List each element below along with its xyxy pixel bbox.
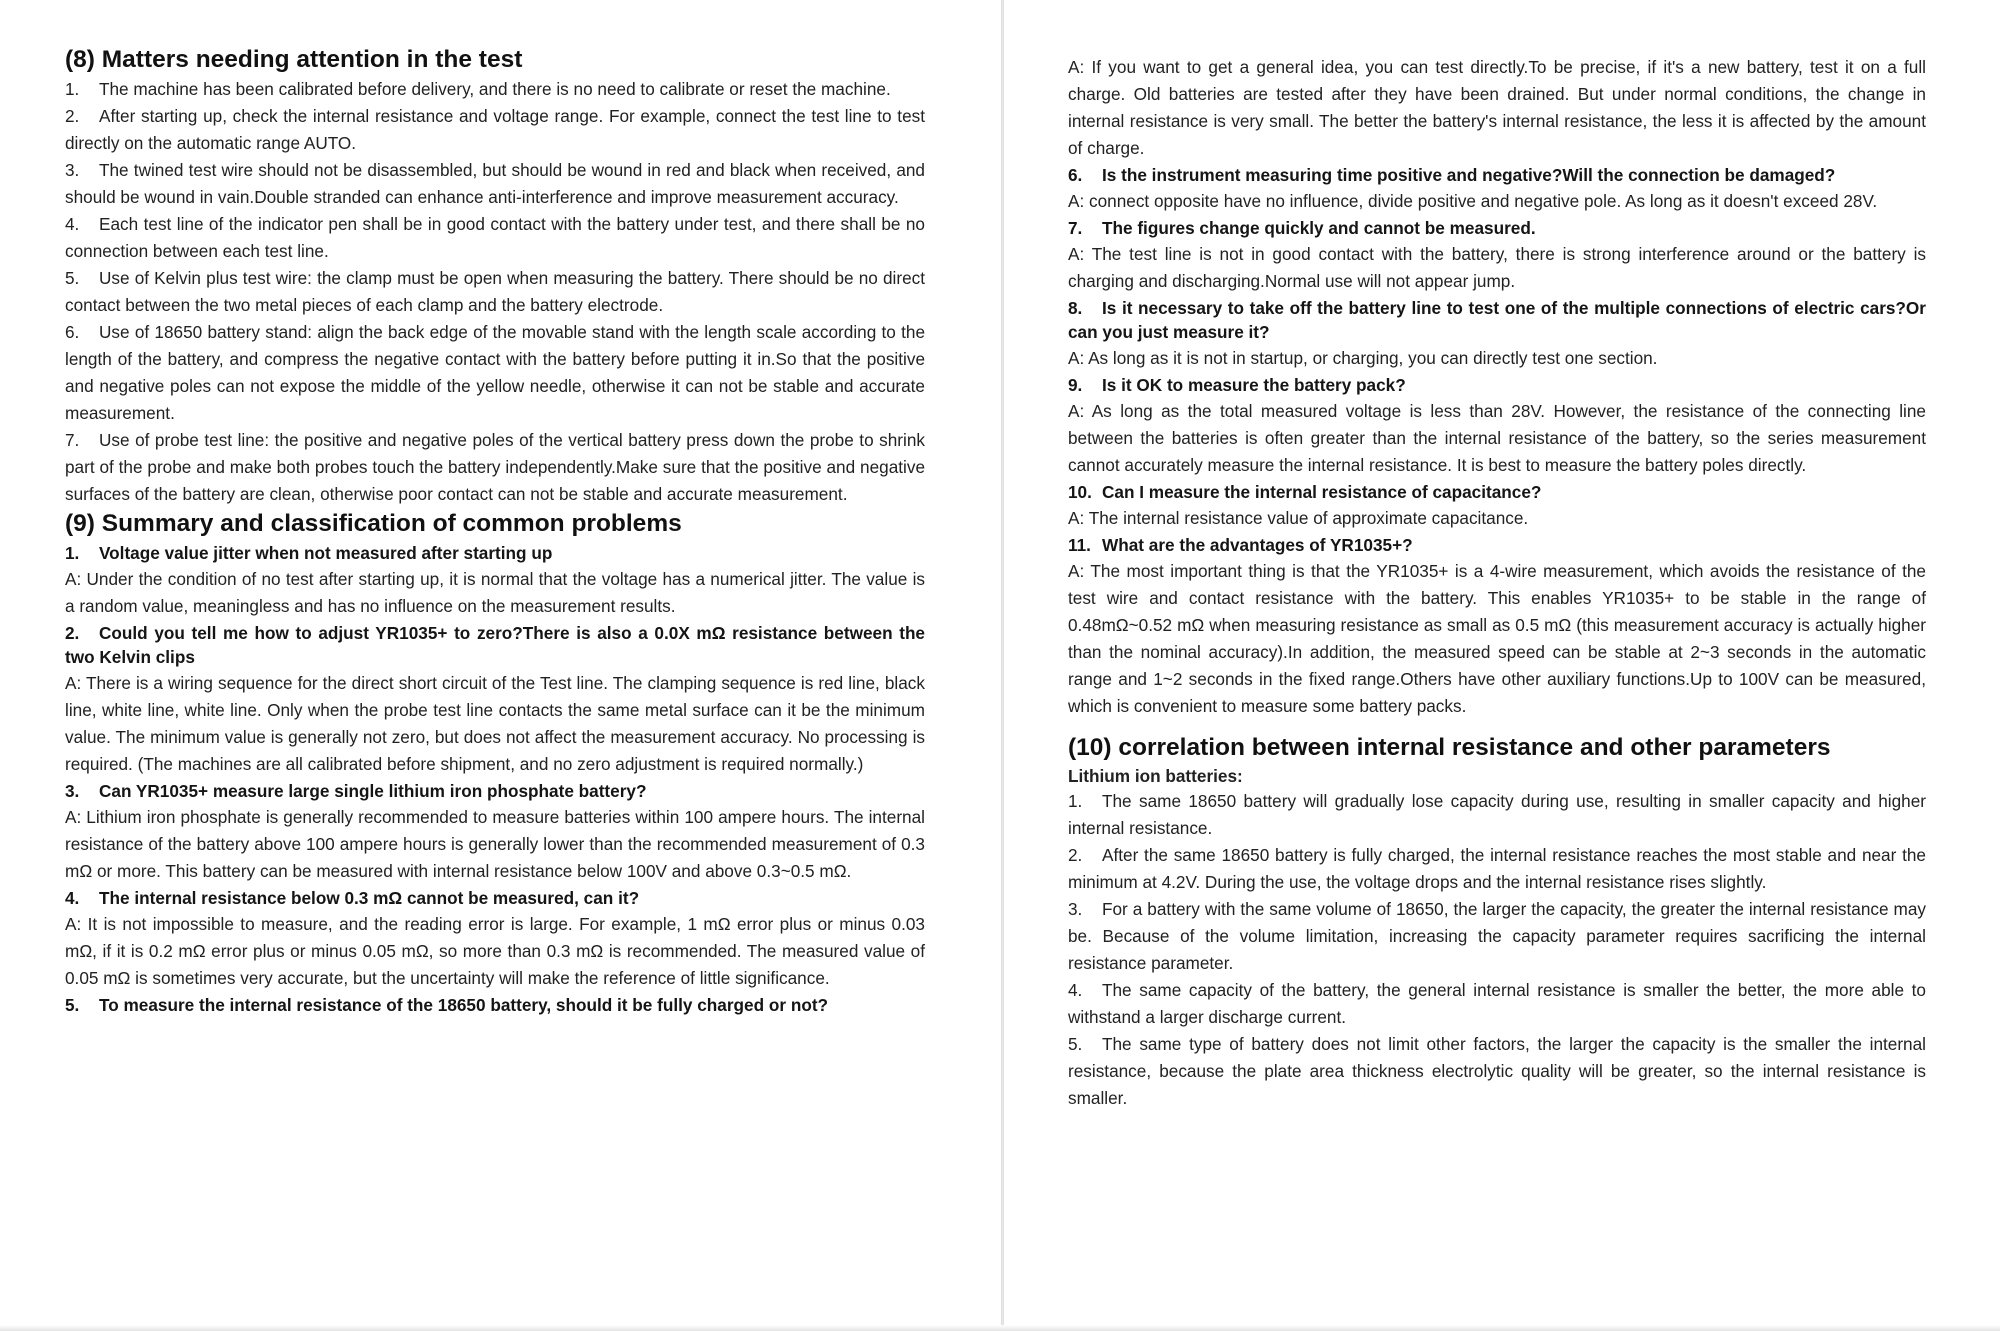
item-text: The same 18650 battery will gradually lose capacity during use, resulting in smaller capacity and higher internal resistance. <box>1068 791 1926 838</box>
item-number: 1. <box>1068 791 1083 811</box>
question-text: The figures change quickly and cannot be measured. <box>1102 218 1536 238</box>
question-number: 3. <box>65 781 80 801</box>
list-item <box>65 103 925 157</box>
item-text: After starting up, check the internal resistance and voltage range. For example, connect the test line to test directly on the automatic range AUTO. <box>65 106 925 153</box>
question-number: 5. <box>65 995 80 1015</box>
list-item <box>65 211 925 265</box>
question-number: 2. <box>65 623 80 643</box>
answer: A: The test line is not in good contact with the battery, there is strong interference around or the battery is charging and discharging.Normal use will not appear jump. <box>1068 244 1926 291</box>
question-text: Is it necessary to take off the battery line to test one of the multiple connections of electric cars?Or can you just measure it? <box>1068 298 1926 342</box>
question-number: 9. <box>1068 375 1083 395</box>
question <box>65 541 925 565</box>
question-text: To measure the internal resistance of the 18650 battery, should it be fully charged or not? <box>99 995 829 1015</box>
item-number: 3. <box>1068 899 1083 919</box>
right-column <box>1068 54 1926 1112</box>
list-item <box>65 427 925 508</box>
list-item <box>1068 977 1926 1031</box>
subsection-label: Lithium ion batteries: <box>1068 766 1243 786</box>
item-text: For a battery with the same volume of 18650, the larger the capacity, the greater the internal resistance may be. Because of the volume limitation, increasing the capacity parameter requires sacrificing the internal resistance parameter. <box>1068 899 1926 973</box>
section-10-heading: (10) correlation between internal resistance and other parameters <box>1068 734 1831 761</box>
item-number: 4. <box>1068 980 1083 1000</box>
answer: A: As long as it is not in startup, or charging, you can directly test one section. <box>1068 348 1658 368</box>
question-text: The internal resistance below 0.3 mΩ cannot be measured, can it? <box>99 888 640 908</box>
list-item <box>65 76 925 103</box>
item-text: Use of 18650 battery stand: align the back edge of the movable stand with the length scale according to the length of the battery, and compress the negative contact with the battery before putting it in.So that the positive and negative poles can not expose the middle of the yellow needle, otherwise it can not be stable and accurate measurement. <box>65 322 925 423</box>
answer: A: There is a wiring sequence for the direct short circuit of the Test line. The clamping sequence is red line, black line, white line, white line. Only when the probe test line contacts the same metal surface can it be the minimum value. The minimum value is generally not zero, but does not affect the measurement accuracy. No processing is required. (The machines are all calibrated before shipment, and no zero adjustment is required normally.) <box>65 673 925 774</box>
item-number: 2. <box>1068 845 1083 865</box>
item-number: 5. <box>1068 1034 1083 1054</box>
question <box>1068 533 1926 557</box>
list-item <box>1068 842 1926 896</box>
item-number: 1. <box>65 79 80 99</box>
question-text: Voltage value jitter when not measured after starting up <box>99 543 553 563</box>
question-number: 6. <box>1068 165 1083 185</box>
list-item <box>65 157 925 211</box>
item-text: The same capacity of the battery, the general internal resistance is smaller the better, the more able to withstand a larger discharge current. <box>1068 980 1926 1027</box>
item-number: 7. <box>65 430 80 450</box>
question-number: 10. <box>1068 482 1092 502</box>
question <box>1068 480 1926 504</box>
item-text: The same type of battery does not limit other factors, the larger the capacity is the smaller the internal resistance, because the plate area thickness electrolytic quality will be greater, so the internal resistance is smaller. <box>1068 1034 1926 1108</box>
answer: A: As long as the total measured voltage is less than 28V. However, the resistance of the connecting line between the batteries is often greater than the internal resistance of the battery, so the series measurement cannot accurately measure the internal resistance. It is best to measure the battery poles directly. <box>1068 401 1926 475</box>
answer: A: Under the condition of no test after starting up, it is normal that the voltage has a numerical jitter. The value is a random value, meaningless and has no influence on the measurement results. <box>65 569 925 616</box>
question-text: What are the advantages of YR1035+? <box>1102 535 1413 555</box>
question-text: Can YR1035+ measure large single lithium iron phosphate battery? <box>99 781 647 801</box>
list-item <box>65 319 925 427</box>
item-number: 5. <box>65 268 80 288</box>
list-item <box>65 265 925 319</box>
item-text: Use of probe test line: the positive and negative poles of the vertical battery press down the probe to shrink part of the probe and make both probes touch the battery independently.Make sure that the positive and negative surfaces of the battery are clean, otherwise poor contact can not be stable and accurate measurement. <box>65 430 925 504</box>
question <box>65 779 925 803</box>
question-number: 4. <box>65 888 80 908</box>
question-text: Could you tell me how to adjust YR1035+ to zero?There is also a 0.0X mΩ resistance between the two Kelvin clips <box>65 623 925 667</box>
section-spacer <box>1068 720 1926 732</box>
list-item <box>1068 896 1926 977</box>
answer: A: The internal resistance value of approximate capacitance. <box>1068 508 1529 528</box>
question <box>1068 296 1926 344</box>
item-number: 6. <box>65 322 80 342</box>
question-number: 7. <box>1068 218 1083 238</box>
item-text: Each test line of the indicator pen shall be in good contact with the battery under test, and there shall be no connection between each test line. <box>65 214 925 261</box>
answer: A: connect opposite have no influence, divide positive and negative pole. As long as it doesn't exceed 28V. <box>1068 191 1878 211</box>
answer: A: Lithium iron phosphate is generally recommended to measure batteries within 100 ampere hours. The internal resistance of the battery above 100 ampere hours is generally lower than the recommended measurement of 0.3 mΩ or more. This battery can be measured with internal resistance below 100V and above 0.3~0.5 mΩ. <box>65 807 925 881</box>
question-text: Is the instrument measuring time positive and negative?Will the connection be damaged? <box>1102 165 1836 185</box>
bottom-edge-shadow <box>0 1325 2000 1331</box>
item-number: 3. <box>65 160 80 180</box>
question-text: Can I measure the internal resistance of capacitance? <box>1102 482 1542 502</box>
answer: A: It is not impossible to measure, and the reading error is large. For example, 1 mΩ error plus or minus 0.03 mΩ, if it is 0.2 mΩ error plus or minus 0.05 mΩ, so more than 0.3 mΩ is recommended. The measured value of 0.05 mΩ is sometimes very accurate, but the uncertainty will make the reference of little significance. <box>65 914 925 988</box>
question-number: 11. <box>1068 535 1091 555</box>
question-number: 8. <box>1068 298 1083 318</box>
question <box>1068 163 1926 187</box>
item-text: After the same 18650 battery is fully charged, the internal resistance reaches the most stable and near the minimum at 4.2V. During the use, the voltage drops and the internal resistance rises slightly. <box>1068 845 1926 892</box>
item-number: 4. <box>65 214 80 234</box>
question <box>1068 373 1926 397</box>
item-text: The twined test wire should not be disassembled, but should be wound in red and black when received, and should be wound in vain.Double stranded can enhance anti-interference and improve measurement accuracy. <box>65 160 925 207</box>
section-9-heading: (9) Summary and classification of common problems <box>65 510 682 537</box>
question-text: Is it OK to measure the battery pack? <box>1102 375 1406 395</box>
question <box>1068 216 1926 240</box>
list-item <box>1068 788 1926 842</box>
question-number: 1. <box>65 543 80 563</box>
question <box>65 886 925 910</box>
answer: A: If you want to get a general idea, you can test directly.To be precise, if it's a new battery, test it on a full charge. Old batteries are tested after they have been drained. But under normal conditions, the change in internal resistance is very small. The better the battery's internal resistance, the less it is affected by the amount of charge. <box>1068 57 1926 158</box>
list-item <box>1068 1031 1926 1112</box>
question <box>65 621 925 669</box>
item-number: 2. <box>65 106 80 126</box>
answer: A: The most important thing is that the YR1035+ is a 4-wire measurement, which avoids the resistance of the test wire and contact resistance with the battery. This enables YR1035+ to be stable in the range of 0.48mΩ~0.52 mΩ when measuring resistance as small as 0.5 mΩ (this measurement accuracy is actually higher than the nominal accuracy).In addition, the measured speed can be stable at 2~3 seconds in the automatic range and 1~2 seconds in the fixed range.Others have other auxiliary functions.Up to 100V can be measured, which is convenient to measure some battery packs. <box>1068 561 1926 716</box>
left-column <box>65 44 925 1018</box>
section-8-heading: (8) Matters needing attention in the test <box>65 46 523 73</box>
item-text: Use of Kelvin plus test wire: the clamp must be open when measuring the battery. There should be no direct contact between the two metal pieces of each clamp and the battery electrode. <box>65 268 925 315</box>
item-text: The machine has been calibrated before delivery, and there is no need to calibrate or reset the machine. <box>99 79 891 99</box>
question <box>65 993 925 1017</box>
